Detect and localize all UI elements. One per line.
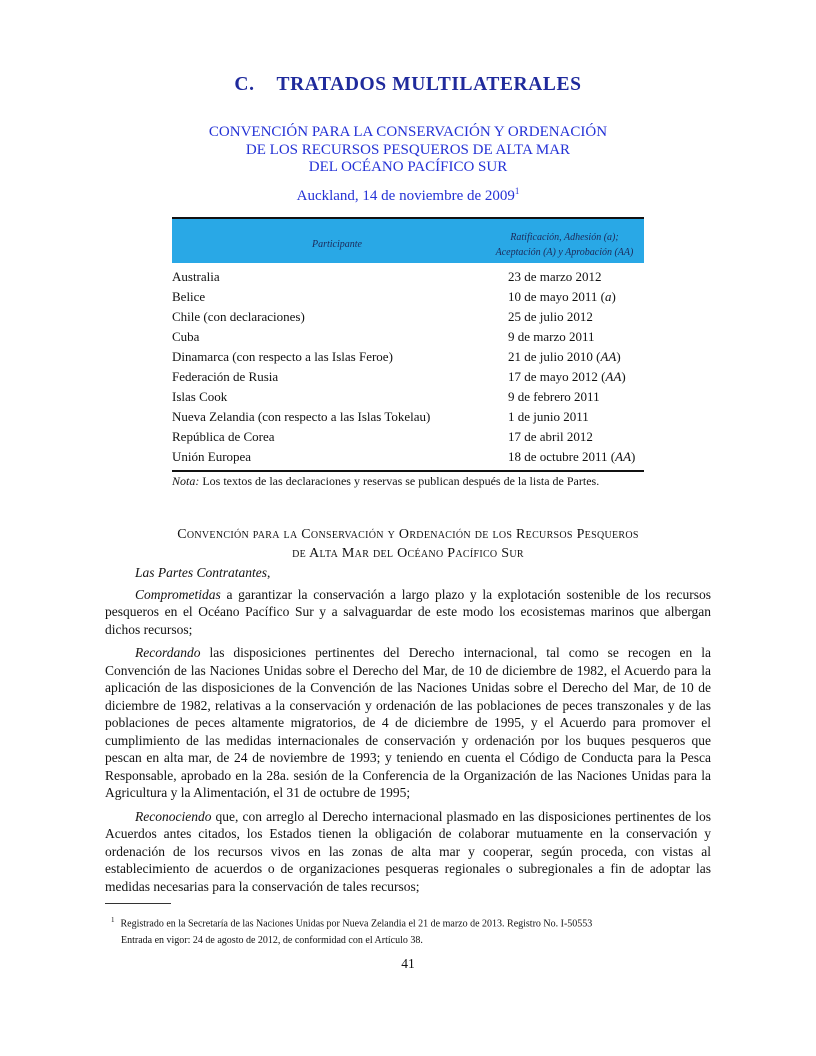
paragraph-lead: Comprometidas [135, 586, 221, 602]
participant-cell: Belice [172, 289, 206, 304]
date-cell: 18 de octubre 2011 (AA) [508, 449, 636, 464]
table-row [172, 327, 644, 347]
action-mark: a [605, 289, 612, 304]
date-cell: 10 de mayo 2011 (a) [508, 289, 616, 304]
date-cell: 17 de mayo 2012 (AA) [508, 369, 626, 384]
participant-cell: Cuba [172, 329, 200, 344]
participant-cell: República de Corea [172, 429, 275, 444]
date-cell [508, 387, 600, 407]
intro-punctuation: , [267, 565, 271, 580]
action-mark: AA [600, 349, 617, 364]
header-participant: Participante [312, 239, 362, 250]
convention-title [0, 124, 816, 177]
preamble-paragraph [105, 644, 711, 802]
table-header [172, 217, 644, 263]
action-mark: AA [615, 449, 632, 464]
treaty-title [0, 525, 816, 563]
paragraph-lead: Recordando [135, 645, 201, 660]
convention-place-date [0, 186, 816, 205]
table-row [172, 347, 644, 367]
date-cell [508, 407, 589, 427]
participants-table [172, 217, 644, 472]
page-number: 41 [401, 956, 415, 971]
table-row [172, 427, 644, 447]
footnote-line [111, 912, 721, 932]
preamble-paragraph [105, 586, 711, 639]
date-cell [508, 307, 593, 327]
table-bottom-rule [172, 470, 644, 472]
note-text: Los textos de las declaraciones y reservas se publican después de la lista de Partes. [202, 474, 600, 488]
header-action [487, 230, 642, 260]
treaty-title-line: de Alta Mar del Océano Pacífico Sur [292, 546, 524, 561]
paragraph-text: que, con arreglo al Derecho internacional plasmado en las disposiciones pertinentes de los Acuerdos antes citados, los Estados tienen la obligación de colaborar mutuamente en la conservación y ordenación de los recursos vivos en las zonas de alta mar y cooperar, según proceda, con vistas al establecimiento de acuerdos o de organizaciones pesqueras regionales o subregionales a fin de adoptar las medidas necesarias para la conservación de tales recursos; [105, 808, 711, 894]
note-label: Nota: [172, 474, 200, 488]
convention-title-line: CONVENCIÓN PARA LA CONSERVACIÓN Y ORDENACIÓN [208, 124, 608, 140]
date-cell [508, 267, 602, 287]
footnote-divider [105, 903, 171, 904]
place-date-text: Auckland, 14 de noviembre de 2009 [296, 188, 515, 204]
table-body [172, 263, 644, 467]
treaty-title-line: Convención para la Conservación y Ordenación de los Recursos Pesqueros [177, 527, 639, 542]
section-heading [0, 74, 816, 96]
table-row [172, 307, 644, 327]
convention-title-line: DEL OCÉANO PACÍFICO SUR [308, 159, 508, 175]
preamble-paragraph [105, 808, 711, 896]
date-text: 17 de mayo 2012 [508, 369, 598, 384]
participant-cell: Federación de Rusia [172, 369, 279, 384]
date-text: 21 de julio 2010 [508, 349, 593, 364]
participant-cell: Islas Cook [172, 389, 228, 404]
paragraph-text: a garantizar la conservación a largo plazo y la explotación sostenible de los recursos pesqueros en el Océano Pacífico Sur y a salvaguardar de este modo los ecosistemas marinos que albergan dichos recursos; [105, 586, 711, 637]
action-mark: AA [605, 369, 622, 384]
section-title-text: TRATADOS MULTILATERALES [276, 74, 582, 95]
date-cell [508, 427, 593, 447]
table-row [172, 367, 644, 387]
header-action-line: Ratificación, Adhesión (a); [510, 232, 619, 243]
paragraph-lead: Reconociendo [135, 808, 212, 824]
table-row [172, 287, 644, 307]
treaty-preamble [105, 564, 711, 901]
footnote-reference: 1 [514, 186, 520, 196]
date-text: 25 de julio 2012 [508, 309, 593, 324]
footnote-marker: 1 [111, 916, 115, 924]
footnote-line: Entrada en vigor: 24 de agosto de 2012, de conformidad con el Artículo 38. [121, 935, 423, 947]
footnote [111, 912, 721, 949]
footnote-text: Registrado en la Secretaría de las Naciones Unidas por Nueva Zelandia el 21 de marzo de 2013. Registro No. I-50553 [120, 918, 593, 930]
date-cell [508, 327, 595, 347]
table-row [172, 267, 644, 287]
table-row [172, 447, 644, 467]
participant-cell: Dinamarca (con respecto a las Islas Feroe) [172, 349, 393, 364]
participant-cell: Nueva Zelandia (con respecto a las Islas Tokelau) [172, 409, 431, 424]
date-text: 1 de junio 2011 [508, 409, 589, 424]
date-text: 18 de octubre 2011 [508, 449, 608, 464]
date-text: 9 de marzo 2011 [508, 329, 595, 344]
participant-cell: Chile (con declaraciones) [172, 309, 305, 324]
preamble-intro [105, 564, 711, 582]
table-row [172, 387, 644, 407]
participant-cell: Unión Europea [172, 449, 252, 464]
participant-cell: Australia [172, 269, 220, 284]
date-text: 9 de febrero 2011 [508, 389, 600, 404]
table-note [172, 474, 599, 489]
intro-text: Las Partes Contratantes [135, 565, 268, 580]
date-text: 10 de mayo 2011 [508, 289, 598, 304]
header-action-line: Aceptación (A) y Aprobación (AA) [495, 247, 634, 258]
date-text: 17 de abril 2012 [508, 429, 593, 444]
date-cell: 21 de julio 2010 (AA) [508, 349, 621, 364]
date-text: 23 de marzo 2012 [508, 269, 602, 284]
convention-title-line: DE LOS RECURSOS PESQUEROS DE ALTA MAR [245, 141, 571, 158]
paragraph-text: las disposiciones pertinentes del Derecho internacional, tal como se recogen en la Convención de las Naciones Unidas sobre el Derecho del Mar, de 10 de diciembre de 1982, el Acuerdo para la aplicación de las disposiciones de la Convención de las Naciones Unidas sobre el Derecho del Mar, de 10 de diciembre de 1982, relativas a la conservación y ordenación de las poblaciones de peces transzonales y de las poblaciones de peces altamente migratorios, de 4 de diciembre de 1995, y el Acuerdo para promover el cumplimiento de las medidas internacionales de conservación y ordenación por los buques pesqueros que pescan en alta mar, de 24 de noviembre de 1993; y teniendo en cuenta el Código de Conducta para la Pesca Responsable, aprobado en la 28a. sesión de la Conferencia de la Organización de las Naciones Unidas para la Agricultura y la Alimentación, el 31 de octubre de 1995; [105, 645, 711, 800]
table-row [172, 407, 644, 427]
section-letter: C. [234, 74, 255, 95]
